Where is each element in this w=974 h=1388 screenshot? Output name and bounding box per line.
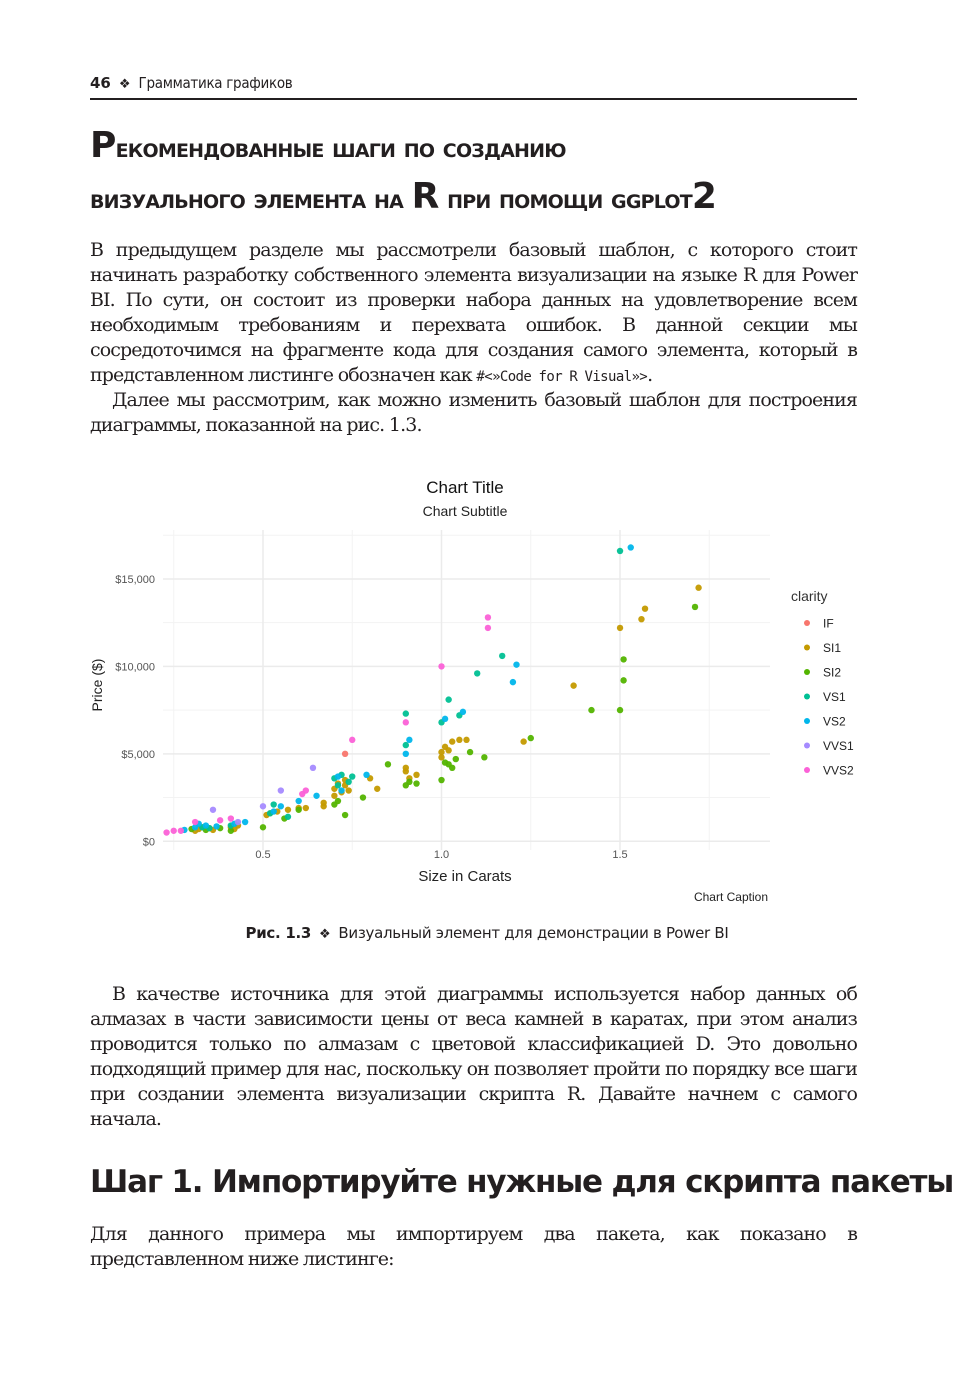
legend-key-si2: [804, 669, 810, 675]
data-point-vs1: [499, 653, 505, 659]
data-point-vvs2: [438, 663, 444, 669]
paragraph-next-text: Далее мы рассмотрим, как можно изменить базовый шаблон для построения диаграммы, показанной на рис. 1.3.: [90, 389, 857, 436]
data-point-vvs2: [178, 828, 184, 834]
legend-key-vs2: [804, 718, 810, 724]
data-point-vs1: [349, 773, 355, 779]
data-point-si1: [449, 738, 455, 744]
y-axis-label: Price ($): [89, 658, 105, 712]
data-point-vs2: [335, 773, 341, 779]
data-point-vs2: [338, 787, 344, 793]
code-inline: #<»Code for R Visual»>: [476, 369, 648, 385]
legend-label-vvs1: VVS1: [823, 739, 854, 753]
y-tick-label: $10,000: [115, 661, 155, 674]
legend-label-if: IF: [823, 616, 834, 631]
data-point-si1: [638, 616, 644, 622]
data-point-si2: [620, 677, 626, 683]
data-point-vs2: [242, 819, 248, 825]
data-point-vvs1: [278, 787, 284, 793]
data-point-vvs2: [192, 819, 198, 825]
data-point-vvs1: [310, 765, 316, 771]
grid-lines: [163, 530, 770, 850]
figure-chart: [84, 468, 884, 908]
data-point-vs2: [203, 822, 209, 828]
chart-subtitle: Chart Subtitle: [422, 503, 508, 519]
legend-key-vvs2: [804, 767, 810, 773]
data-point-vs2: [295, 798, 301, 804]
page-number: 46: [90, 74, 111, 92]
section-title-line2b: при помощи ggplot: [438, 184, 692, 215]
section-title-line2a: визуального элемента на: [90, 184, 412, 215]
data-points: [163, 544, 701, 835]
section-title-initial: Р: [90, 125, 116, 166]
data-point-vs2: [406, 737, 412, 743]
data-point-vvs2: [171, 828, 177, 834]
data-point-si1: [445, 747, 451, 753]
y-tick-label: $15,000: [115, 573, 155, 586]
y-tick-label: $5,000: [121, 748, 155, 761]
paragraph-intro: [90, 238, 857, 390]
paragraph-packages-text: Для данного примера мы импортируем два пакета, как показано в представленном ниже листинге:: [90, 1223, 857, 1270]
data-point-vvs2: [349, 737, 355, 743]
data-point-vs2: [513, 661, 519, 667]
paragraph-intro-text: В предыдущем разделе мы рассмотрели базовый шаблон, с которого стоит начинать разработку собственного элемента визуализации на языке R для Power BI. По сути, он состоит из проверки набора данных на удовлетворение всем необходимым требованиям и перехвата ошибок. В данной секции мы сосредоточимся на фрагменте кода для создания самого элемента, который в представленном листинге обозначен как: [90, 239, 857, 386]
legend-title: clarity: [791, 588, 828, 604]
data-point-si1: [374, 786, 380, 792]
data-point-si2: [335, 798, 341, 804]
section-title-r: R: [411, 176, 439, 217]
data-point-vs2: [442, 716, 448, 722]
data-point-si2: [481, 754, 487, 760]
data-point-vs2: [213, 823, 219, 829]
legend-label-vs2: VS2: [823, 714, 846, 729]
data-point-si1: [520, 738, 526, 744]
data-point-vvs1: [235, 819, 241, 825]
data-point-si2: [260, 824, 266, 830]
data-point-si1: [438, 749, 444, 755]
chart-caption: Chart Caption: [693, 890, 768, 904]
step-title: Шаг 1. Импортируйте нужные для скрипта пакеты: [90, 1164, 954, 1200]
data-point-vs1: [474, 670, 480, 676]
data-point-if: [342, 751, 348, 757]
x-tick-label: 1.5: [612, 849, 628, 861]
x-tick-label: 0.5: [255, 849, 271, 861]
data-point-vvs2: [485, 625, 491, 631]
data-point-si1: [456, 737, 462, 743]
legend-key-vvs1: [804, 743, 810, 749]
section-title-line1: екомендованные шаги по созданию: [115, 133, 566, 164]
axis-tick-labels: [115, 574, 627, 861]
legend-label-vs1: VS1: [823, 690, 846, 704]
figure-caption: [0, 922, 974, 946]
data-point-vs1: [403, 710, 409, 716]
running-head: [90, 72, 857, 100]
data-point-si2: [449, 765, 455, 771]
data-point-vs1: [445, 696, 451, 702]
data-point-vs1: [617, 548, 623, 554]
data-point-si2: [342, 812, 348, 818]
paragraph-dataset-text: В качестве источника для этой диаграммы используется набор данных об алмазах в части зависимости цены от веса камней в каратах, при этом анализ проводится только по алмазам с цветовой классификацией D. Это довольно подходящий пример для нас, поскольку он позволяет пройти по порядку все шаги при создании элемента визуализации скрипта R. Давайте начнем с самого начала.: [90, 983, 857, 1130]
data-point-vvs2: [217, 817, 223, 823]
data-point-vs1: [270, 801, 276, 807]
data-point-si2: [617, 707, 623, 713]
data-point-si2: [620, 656, 626, 662]
data-point-si1: [303, 805, 309, 811]
legend: [804, 617, 854, 778]
ornament-icon: ❖: [319, 927, 331, 942]
chart-title: Chart Title: [426, 478, 504, 497]
figure-label: Рис. 1.3: [245, 924, 312, 942]
data-point-si2: [385, 761, 391, 767]
legend-label-vvs2: VVS2: [823, 763, 854, 778]
paragraph-intro-end: .: [647, 364, 653, 386]
data-point-vs1: [403, 742, 409, 748]
paragraph-packages: [90, 1222, 857, 1272]
paragraph-next: [90, 388, 857, 438]
data-point-si1: [345, 787, 351, 793]
data-point-vs2: [278, 803, 284, 809]
running-head-section: Грамматика графиков: [138, 74, 293, 92]
data-point-si1: [642, 605, 648, 611]
data-point-si1: [331, 793, 337, 799]
data-point-vs1: [345, 779, 351, 785]
data-point-vs1: [335, 782, 341, 788]
data-point-si1: [570, 682, 576, 688]
legend-key-vs1: [804, 694, 810, 700]
data-point-si1: [695, 585, 701, 591]
data-point-vvs1: [210, 807, 216, 813]
data-point-si2: [692, 604, 698, 610]
ornament-icon: ❖: [118, 77, 131, 92]
data-point-vs2: [363, 772, 369, 778]
data-point-vs2: [270, 808, 276, 814]
data-point-vvs2: [228, 815, 234, 821]
legend-label-si2: SI2: [823, 665, 842, 680]
legend-key-if: [804, 620, 810, 626]
data-point-si1: [403, 765, 409, 771]
data-point-vvs2: [485, 614, 491, 620]
data-point-vs1: [285, 814, 291, 820]
legend-label-si1: SI1: [823, 641, 842, 655]
data-point-si2: [467, 749, 473, 755]
data-point-si2: [406, 779, 412, 785]
legend-key-si1: [804, 645, 810, 651]
data-point-vvs2: [163, 829, 169, 835]
data-point-vs2: [313, 793, 319, 799]
data-point-vvs2: [303, 787, 309, 793]
data-point-si2: [588, 707, 594, 713]
data-point-vvs1: [260, 803, 266, 809]
x-axis-label: Size in Carats: [418, 868, 512, 885]
data-point-si2: [413, 780, 419, 786]
data-point-si2: [295, 807, 301, 813]
data-point-vs2: [510, 679, 516, 685]
data-point-vvs2: [403, 719, 409, 725]
data-point-si2: [438, 777, 444, 783]
x-tick-label: 1.0: [433, 849, 450, 861]
data-point-si2: [360, 794, 366, 800]
data-point-si1: [617, 625, 623, 631]
scatter-chart: [84, 468, 884, 908]
data-point-si1: [463, 737, 469, 743]
paragraph-dataset: [90, 982, 857, 1132]
data-point-si1: [285, 807, 291, 813]
data-point-vs2: [628, 544, 634, 550]
section-title-2: 2: [691, 176, 717, 217]
data-point-si2: [528, 735, 534, 741]
figure-caption-text: Визуальный элемент для демонстрации в Power BI: [338, 924, 729, 942]
data-point-si1: [413, 772, 419, 778]
section-title: [90, 122, 870, 224]
data-point-si1: [320, 800, 326, 806]
y-tick-label: $0: [142, 836, 155, 849]
data-point-vs2: [460, 709, 466, 715]
data-point-si2: [453, 756, 459, 762]
data-point-vs2: [403, 751, 409, 757]
